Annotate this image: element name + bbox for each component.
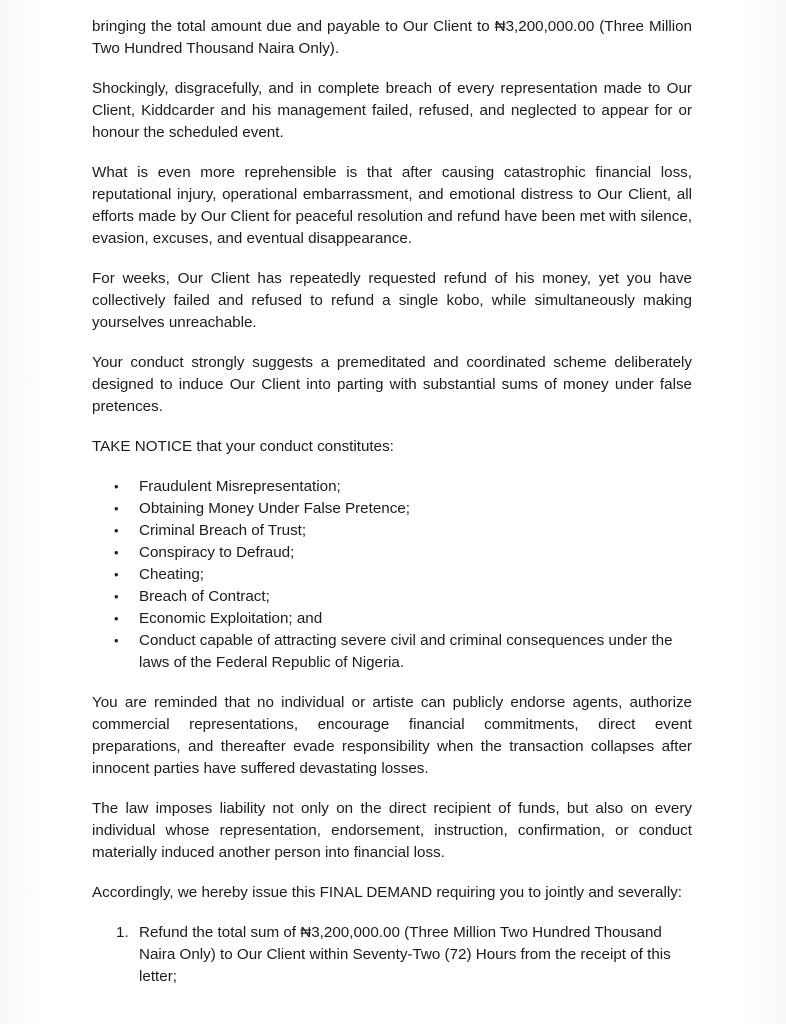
offences-list (92, 476, 692, 674)
letter-body (92, 16, 692, 988)
paragraph-scheme: Your conduct strongly suggests a premeditated and coordinated scheme deliberately designed to induce Our Client into parting with substantial sums of money under false pretences. (92, 354, 692, 415)
paragraph-liability: The law imposes liability not only on the direct recipient of funds, but also on every individual whose representation, endorsement, instruction, confirmation, or conduct materially induced another person into financial loss. (92, 800, 692, 861)
paragraph-reprehensible: What is even more reprehensible is that after causing catastrophic financial loss, reputational injury, operational embarrassment, and emotional distress to Our Client, all efforts made by Our Client for peaceful resolution and refund have been met with silence, evasion, excuses, and eventual disappearance. (92, 164, 692, 247)
demands-list (92, 922, 692, 988)
list-item (92, 922, 692, 988)
list-item-text: Refund the total sum of ₦3,200,000.00 (Three Million Two Hundred Thousand Naira Only) to Our Client within Seventy-Two (72) Hours from the receipt of this letter; (139, 924, 671, 985)
list-item: • Economic Exploitation; and (92, 608, 692, 630)
paragraph-take-notice: TAKE NOTICE that your conduct constitutes: (92, 438, 394, 455)
list-item: • Fraudulent Misrepresentation; (92, 476, 692, 498)
paragraph-refund-request: For weeks, Our Client has repeatedly requested refund of his money, yet you have collectively failed and refused to refund a single kobo, while simultaneously making yourselves unreachable. (92, 270, 692, 331)
list-item-number: 1. (116, 924, 129, 941)
list-item: • Conspiracy to Defraud; (92, 542, 692, 564)
list-item: • Cheating; (92, 564, 692, 586)
paragraph-amount-due: bringing the total amount due and payable to Our Client to ₦3,200,000.00 (Three Million Two Hundred Thousand Naira Only). (92, 18, 692, 57)
list-item: • Breach of Contract; (92, 586, 692, 608)
list-item: • Criminal Breach of Trust; (92, 520, 692, 542)
paragraph-breach: Shockingly, disgracefully, and in complete breach of every representation made to Our Client, Kiddcarder and his management failed, refused, and neglected to appear for or honour the scheduled event. (92, 80, 692, 141)
list-item: • Obtaining Money Under False Pretence; (92, 498, 692, 520)
paragraph-final-demand: Accordingly, we hereby issue this FINAL DEMAND requiring you to jointly and severally: (92, 884, 683, 901)
list-item: • Conduct capable of attracting severe civil and criminal consequences under the laws of the Federal Republic of Nigeria. (92, 630, 692, 674)
paragraph-reminder: You are reminded that no individual or artiste can publicly endorse agents, authorize commercial representations, encourage financial commitments, direct event preparations, and thereafter evade responsibility when the transaction collapses after innocent parties have suffered devastating losses. (92, 694, 692, 777)
